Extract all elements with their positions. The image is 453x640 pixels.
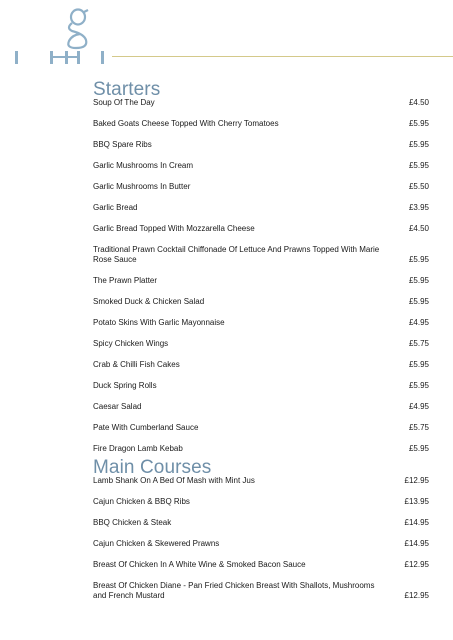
menu-item (93, 224, 429, 234)
menu-item-price: £5.75 (408, 423, 429, 432)
menu-item-price: £14.95 (404, 518, 429, 527)
starters-section (93, 80, 429, 465)
menu-item (93, 203, 429, 213)
menu-item-name: Breast Of Chicken In A White Wine & Smoked Bacon Sauce (93, 560, 306, 569)
menu-item-price: £5.95 (408, 297, 429, 306)
menu-item-name: Lamb Shank On A Bed Of Mash with Mint Jus (93, 476, 255, 485)
menu-item-price: £12.95 (404, 560, 429, 569)
menu-item-name: Breast Of Chicken Diane - Pan Fried Chicken Breast With Shallots, Mushrooms and French Mustard (93, 581, 375, 600)
menu-item-name: Crab & Chilli Fish Cakes (93, 360, 180, 369)
menu-item-name: Traditional Prawn Cocktail Chiffonade Of Lettuce And Prawns Topped With Marie Rose Sauce (93, 245, 380, 264)
menu-item (93, 402, 429, 412)
menu-item-name: Smoked Duck & Chicken Salad (93, 297, 205, 306)
menu-item (93, 497, 429, 507)
menu-item-price: £5.95 (408, 140, 429, 149)
menu-item (93, 381, 429, 391)
menu-item-price: £14.95 (404, 539, 429, 548)
menu-item (93, 245, 429, 265)
menu-item-price: £12.95 (404, 591, 429, 600)
menu-item-name: Fire Dragon Lamb Kebab (93, 444, 183, 453)
menu-item-name: Garlic Mushrooms In Butter (93, 182, 191, 191)
menu-item (93, 182, 429, 192)
menu-item-name: Duck Spring Rolls (93, 381, 157, 390)
menu-item (93, 476, 429, 486)
menu-item-price: £5.95 (408, 276, 429, 285)
menu-item-price: £5.75 (408, 339, 429, 348)
main-courses-section (93, 458, 429, 612)
menu-item-name: Pate With Cumberland Sauce (93, 423, 199, 432)
menu-item-name: The Prawn Platter (93, 276, 158, 285)
menu-item (93, 339, 429, 349)
menu-item-price: £5.50 (408, 182, 429, 191)
menu-item-name: Potato Skins With Garlic Mayonnaise (93, 318, 225, 327)
menu-item-price: £5.95 (408, 119, 429, 128)
section-title-main-courses: Main Courses (93, 457, 212, 478)
menu-item-price: £5.95 (408, 444, 429, 453)
menu-item-name: Garlic Bread (93, 203, 138, 212)
menu-item-price: £5.95 (408, 255, 429, 264)
menu-item-name: Soup Of The Day (93, 98, 155, 107)
menu-item-price: £4.95 (408, 318, 429, 327)
menu-item-name: BBQ Spare Ribs (93, 140, 152, 149)
menu-item-name: Garlic Mushrooms In Cream (93, 161, 194, 170)
menu-item (93, 98, 429, 108)
menu-item (93, 518, 429, 528)
menu-item (93, 423, 429, 433)
menu-item (93, 140, 429, 150)
menu-item-name: Caesar Salad (93, 402, 142, 411)
menu-item-price: £13.95 (404, 497, 429, 506)
restaurant-logo (14, 4, 104, 66)
menu-item-name: Baked Goats Cheese Topped With Cherry Tomatoes (93, 119, 279, 128)
menu-item (93, 539, 429, 549)
menu-item-name: Cajun Chicken & BBQ Ribs (93, 497, 190, 506)
menu-item (93, 360, 429, 370)
main-courses-list (93, 476, 429, 601)
menu-item-name: Garlic Bread Topped With Mozzarella Cheese (93, 224, 255, 233)
menu-item-price: £4.50 (408, 98, 429, 107)
menu-item (93, 161, 429, 171)
menu-item-price: £5.95 (408, 381, 429, 390)
menu-item (93, 444, 429, 454)
starters-list (93, 98, 429, 454)
menu-item-price: £12.95 (404, 476, 429, 485)
section-title-starters: Starters (93, 79, 161, 100)
menu-item-price: £4.95 (408, 402, 429, 411)
menu-item-price: £5.95 (408, 161, 429, 170)
menu-item (93, 297, 429, 307)
menu-item-price: £5.95 (408, 360, 429, 369)
menu-item-price: £3.95 (408, 203, 429, 212)
menu-item-price: £4.50 (408, 224, 429, 233)
menu-item (93, 318, 429, 328)
menu-item (93, 276, 429, 286)
menu-item-name: Spicy Chicken Wings (93, 339, 169, 348)
header-rule (112, 56, 453, 57)
menu-item-name: Cajun Chicken & Skewered Prawns (93, 539, 220, 548)
menu-item (93, 581, 429, 601)
menu-item-name: BBQ Chicken & Steak (93, 518, 172, 527)
menu-item (93, 119, 429, 129)
menu-item (93, 560, 429, 570)
